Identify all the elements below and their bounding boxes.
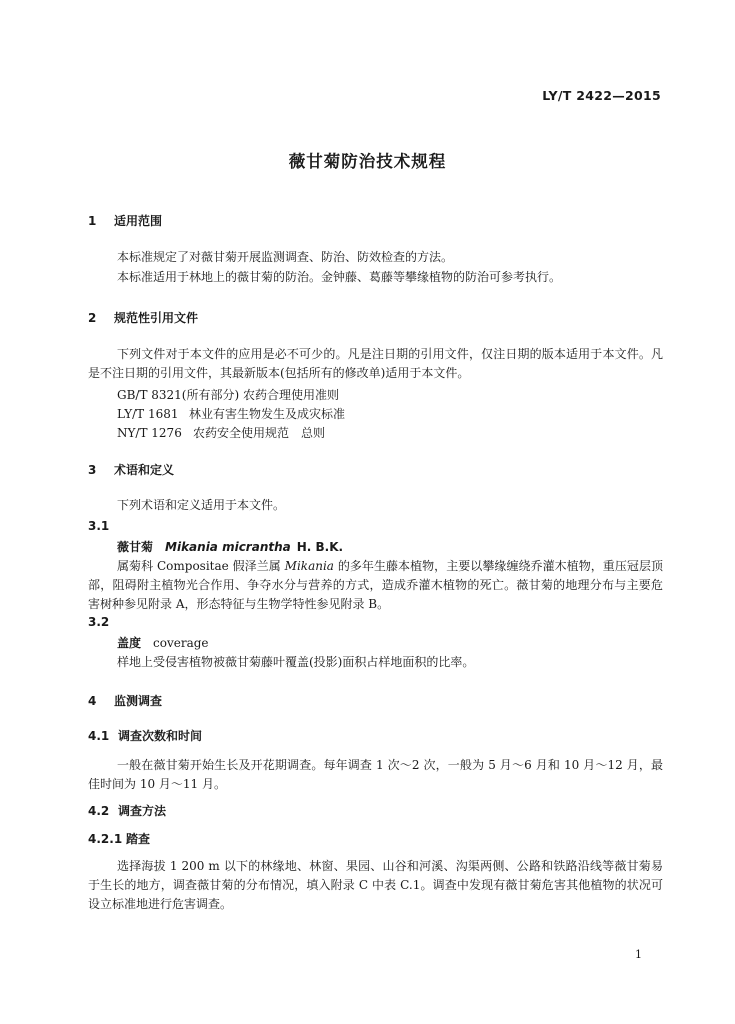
term-3-1-definition xyxy=(88,557,663,614)
reference-code: GB/T 8321(所有部分) xyxy=(117,388,240,402)
reference-name: 农药合理使用准则 xyxy=(243,388,340,402)
section-1-para-2: 本标准适用于林地上的薇甘菊的防治。金钟藤、葛藤等攀缘植物的防治可参考执行。 xyxy=(117,270,562,284)
section-2-para-text: 下列文件对于本文件的应用是必不可少的。凡是注日期的引用文件，仅注日期的版本适用于本文件。凡是不注日期的引用文件，其最新版本(包括所有的修改单)适用于本文件。 xyxy=(88,347,663,380)
term-3-1-heading xyxy=(117,538,343,555)
section-number: 4.1 xyxy=(88,729,110,743)
term-3-2-heading xyxy=(117,634,209,651)
section-number: 3 xyxy=(88,463,97,477)
section-number: 2 xyxy=(88,311,97,325)
section-2-heading xyxy=(88,309,198,326)
reference-name: 林业有害生物发生及成灾标准 xyxy=(189,407,346,421)
section-4-2-1-para xyxy=(88,857,663,914)
reference-item xyxy=(117,424,325,441)
term-latin: Mikania micrantha xyxy=(165,540,291,554)
term-definition-text xyxy=(88,557,663,614)
section-1-heading xyxy=(88,212,162,229)
term-3-1-number: 3.1 xyxy=(88,519,110,533)
term-english: coverage xyxy=(153,636,209,650)
term-3-2-definition: 样地上受侵害植物被薇甘菊藤叶覆盖(投影)面积占样地面积的比率。 xyxy=(117,655,475,669)
section-title: 调查次数和时间 xyxy=(118,729,203,743)
page-number: 1 xyxy=(635,948,642,961)
term-3-2-number: 3.2 xyxy=(88,615,110,629)
section-4-2-1-para-text: 选择海拔 1 200 m 以下的林缘地、林窗、果园、山谷和河溪、沟渠两侧、公路和铁路沿线等薇甘菊易于生长的地方，调查薇甘菊的分布情况，填入附录 C 中表 C.1。调查中发现有薇甘菊危害其他植物的状况可设立标准地进行危害调查。 xyxy=(88,859,663,911)
reference-code: LY/T 1681 xyxy=(117,407,179,421)
reference-code: NY/T 1276 xyxy=(117,426,182,440)
reference-item xyxy=(117,386,339,403)
section-title: 监测调查 xyxy=(114,694,163,708)
section-title: 术语和定义 xyxy=(114,463,175,477)
section-title: 规范性引用文件 xyxy=(114,311,199,325)
section-4-1-para-text: 一般在薇甘菊开始生长及开花期调查。每年调查 1 次～2 次，一般为 5 月～6 月和 10 月～12 月，最佳时间为 10 月～11 月。 xyxy=(88,758,663,791)
definition-genus: Mikania xyxy=(284,559,334,573)
section-4-heading xyxy=(88,692,162,709)
section-title: 踏查 xyxy=(126,832,151,846)
reference-item xyxy=(117,405,345,422)
definition-part-a: 属菊科 Compositae 假泽兰属 xyxy=(117,559,285,573)
term-chinese: 盖度 xyxy=(117,636,142,650)
reference-name: 农药安全使用规范 总则 xyxy=(193,426,326,440)
section-title: 适用范围 xyxy=(114,214,163,228)
section-4-1-heading xyxy=(88,727,202,744)
section-4-2-heading xyxy=(88,802,166,819)
term-author: H. B.K. xyxy=(296,540,344,554)
term-chinese: 薇甘菊 xyxy=(117,540,154,554)
section-number: 4 xyxy=(88,694,97,708)
definition-part-b: 的多年生藤本植物，主要以攀缘缠绕乔灌木植物，重压冠层顶部，阻碍附主植物光合作用、争夺水分与营养的方式，造成乔灌木植物的死亡。薇甘菊的地理分布与主要危害树种参见附录 A，形态特征与生物学特性参见附录 B。 xyxy=(88,559,663,611)
document-title: 薇甘菊防治技术规程 xyxy=(288,152,447,171)
section-number: 1 xyxy=(88,214,97,228)
section-4-2-1-heading xyxy=(88,830,150,847)
section-2-para xyxy=(88,345,663,383)
section-3-intro: 下列术语和定义适用于本文件。 xyxy=(117,498,286,512)
section-number: 4.2.1 xyxy=(88,832,123,846)
section-title: 调查方法 xyxy=(118,804,167,818)
section-number: 4.2 xyxy=(88,804,110,818)
section-3-heading xyxy=(88,461,174,478)
document-code: LY/T 2422—2015 xyxy=(542,88,661,103)
section-1-para-1: 本标准规定了对薇甘菊开展监测调查、防治、防效检查的方法。 xyxy=(117,250,454,264)
section-4-1-para xyxy=(88,756,663,794)
